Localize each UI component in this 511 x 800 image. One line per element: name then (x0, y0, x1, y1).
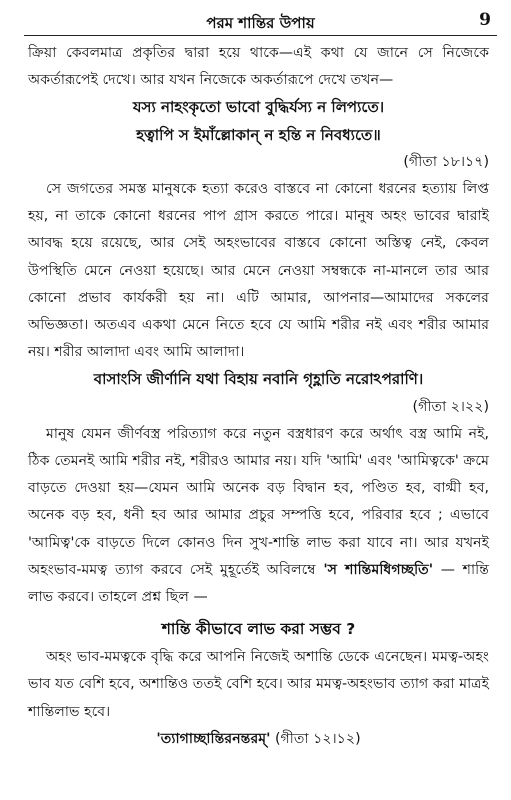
page-header (24, 6, 497, 34)
paragraph-3 (28, 421, 489, 611)
paragraph-3-text-b: — শান্তি লাভ করবে। তাহলে প্রশ্ন ছিল — (28, 561, 489, 606)
final-citation: (গীতা ১২।১২) (270, 730, 361, 747)
citation-1: (গীতা ১৮।১৭) (403, 153, 489, 170)
citation-2: (গীতা ২।২২) (412, 398, 489, 415)
paragraph-4: অহং ভাব-মমত্বকে বৃদ্ধি করে আপনি নিজেই অশান্তি ডেকে এনেছেন। মমত্ব-অহং ভাব যত বেশি হবে, অশান্তিও ততই বেশি হবে। আর মমত্ব-অহংভাব ত্যাগ করা মাত্রই শান্তিলাভ হবে। (28, 649, 489, 720)
page-body (28, 40, 489, 753)
page-title: পরম শান্তির উপায় (206, 14, 315, 32)
verse-1-line-1: যস্য নাহংকৃতো ভাবো বুদ্ধির্যস্য ন লিপ্যতে। (132, 98, 385, 117)
verse-2: বাসাংসি জীর্ণানি যথা বিহায় নবানি গৃহ্ণাতি নরোঽপরাণি। (93, 370, 424, 389)
final-quote-line (28, 726, 489, 753)
final-quote: 'ত্যাগাচ্ছান্তিরনন্তরম্' (156, 730, 271, 747)
paragraph-2: সে জগতের সমস্ত মানুষকে হত্যা করেও বাস্তবে না কোনো ধরনের হত্যায় লিপ্ত হয়, না তাকে কোনো ধরনের পাপ গ্রাস করতে পারে। মানুষ অহং ভাবের দ্বারাই আবদ্ধ হয়ে রয়েছে, আর সেই অহংভাবের বাস্তবে কোনো অস্তিত্ব নেই, কেবল উপস্থিতি মেনে নেওয়া হয়েছে। আর মেনে নেওয়া সম্বন্ধকে না-মানলে তার আর কোনো প্রভাব কার্যকরী হয় না। এটি আমার, আপনার—আমাদের সকলের অভিজ্ঞতা। অতএব একথা মেনে নিতে হবে যে আমি শরীর নই এবং শরীর আমার নয়। শরীর আলাদা এবং আমি আলাদা। (28, 181, 489, 361)
verse-1-line-2: হত্বাপি স ইমাঁল্লোকান্ ন হন্তি ন নিবধ্যতে॥ (136, 125, 381, 144)
page-number: 9 (479, 10, 491, 30)
section-heading: শান্তি কীভাবে লাভ করা সম্ভব ? (161, 620, 356, 639)
paragraph-3-text-a: মানুষ যেমন জীর্ণবস্ত্র পরিত্যাগ করে নতুন বস্ত্রধারণ করে অর্থাৎ বস্ত্র আমি নই, ঠিক তেমনই আমি শরীর নই, শরীরও আমার নয়। যদি 'আমি' এবং 'আমিত্বকে' ক্রমে বাড়তে দেওয়া হয়—যেমন আমি অনেক বড় বিদ্বান হব, পণ্ডিত হব, বাগ্মী হব, অনেক বড় হব, ধনী হব আর আমার প্রচুর সম্পত্তি হবে, পরিবার হবে ; এভাবে 'আমিত্ব'কে বাড়তে দিলে কোনও দিন সুখ-শান্তি লাভ করা যাবে না। আর যখনই অহংভাব-মমত্ব ত্যাগ করবে সেই মুহূর্তেই অবিলম্বে (28, 425, 489, 578)
header-rule (24, 35, 497, 36)
paragraph-1: ক্রিয়া কেবলমাত্র প্রকৃতির দ্বারা হয়ে থাকে—এই কথা যে জানে সে নিজেকে অকর্তারূপেই দেখে। আর যখন নিজেকে অকর্তারূপে দেখে তখন— (28, 45, 489, 89)
paragraph-3-bold-quote: 'স শান্তিমধিগচ্ছতি' (323, 561, 434, 578)
